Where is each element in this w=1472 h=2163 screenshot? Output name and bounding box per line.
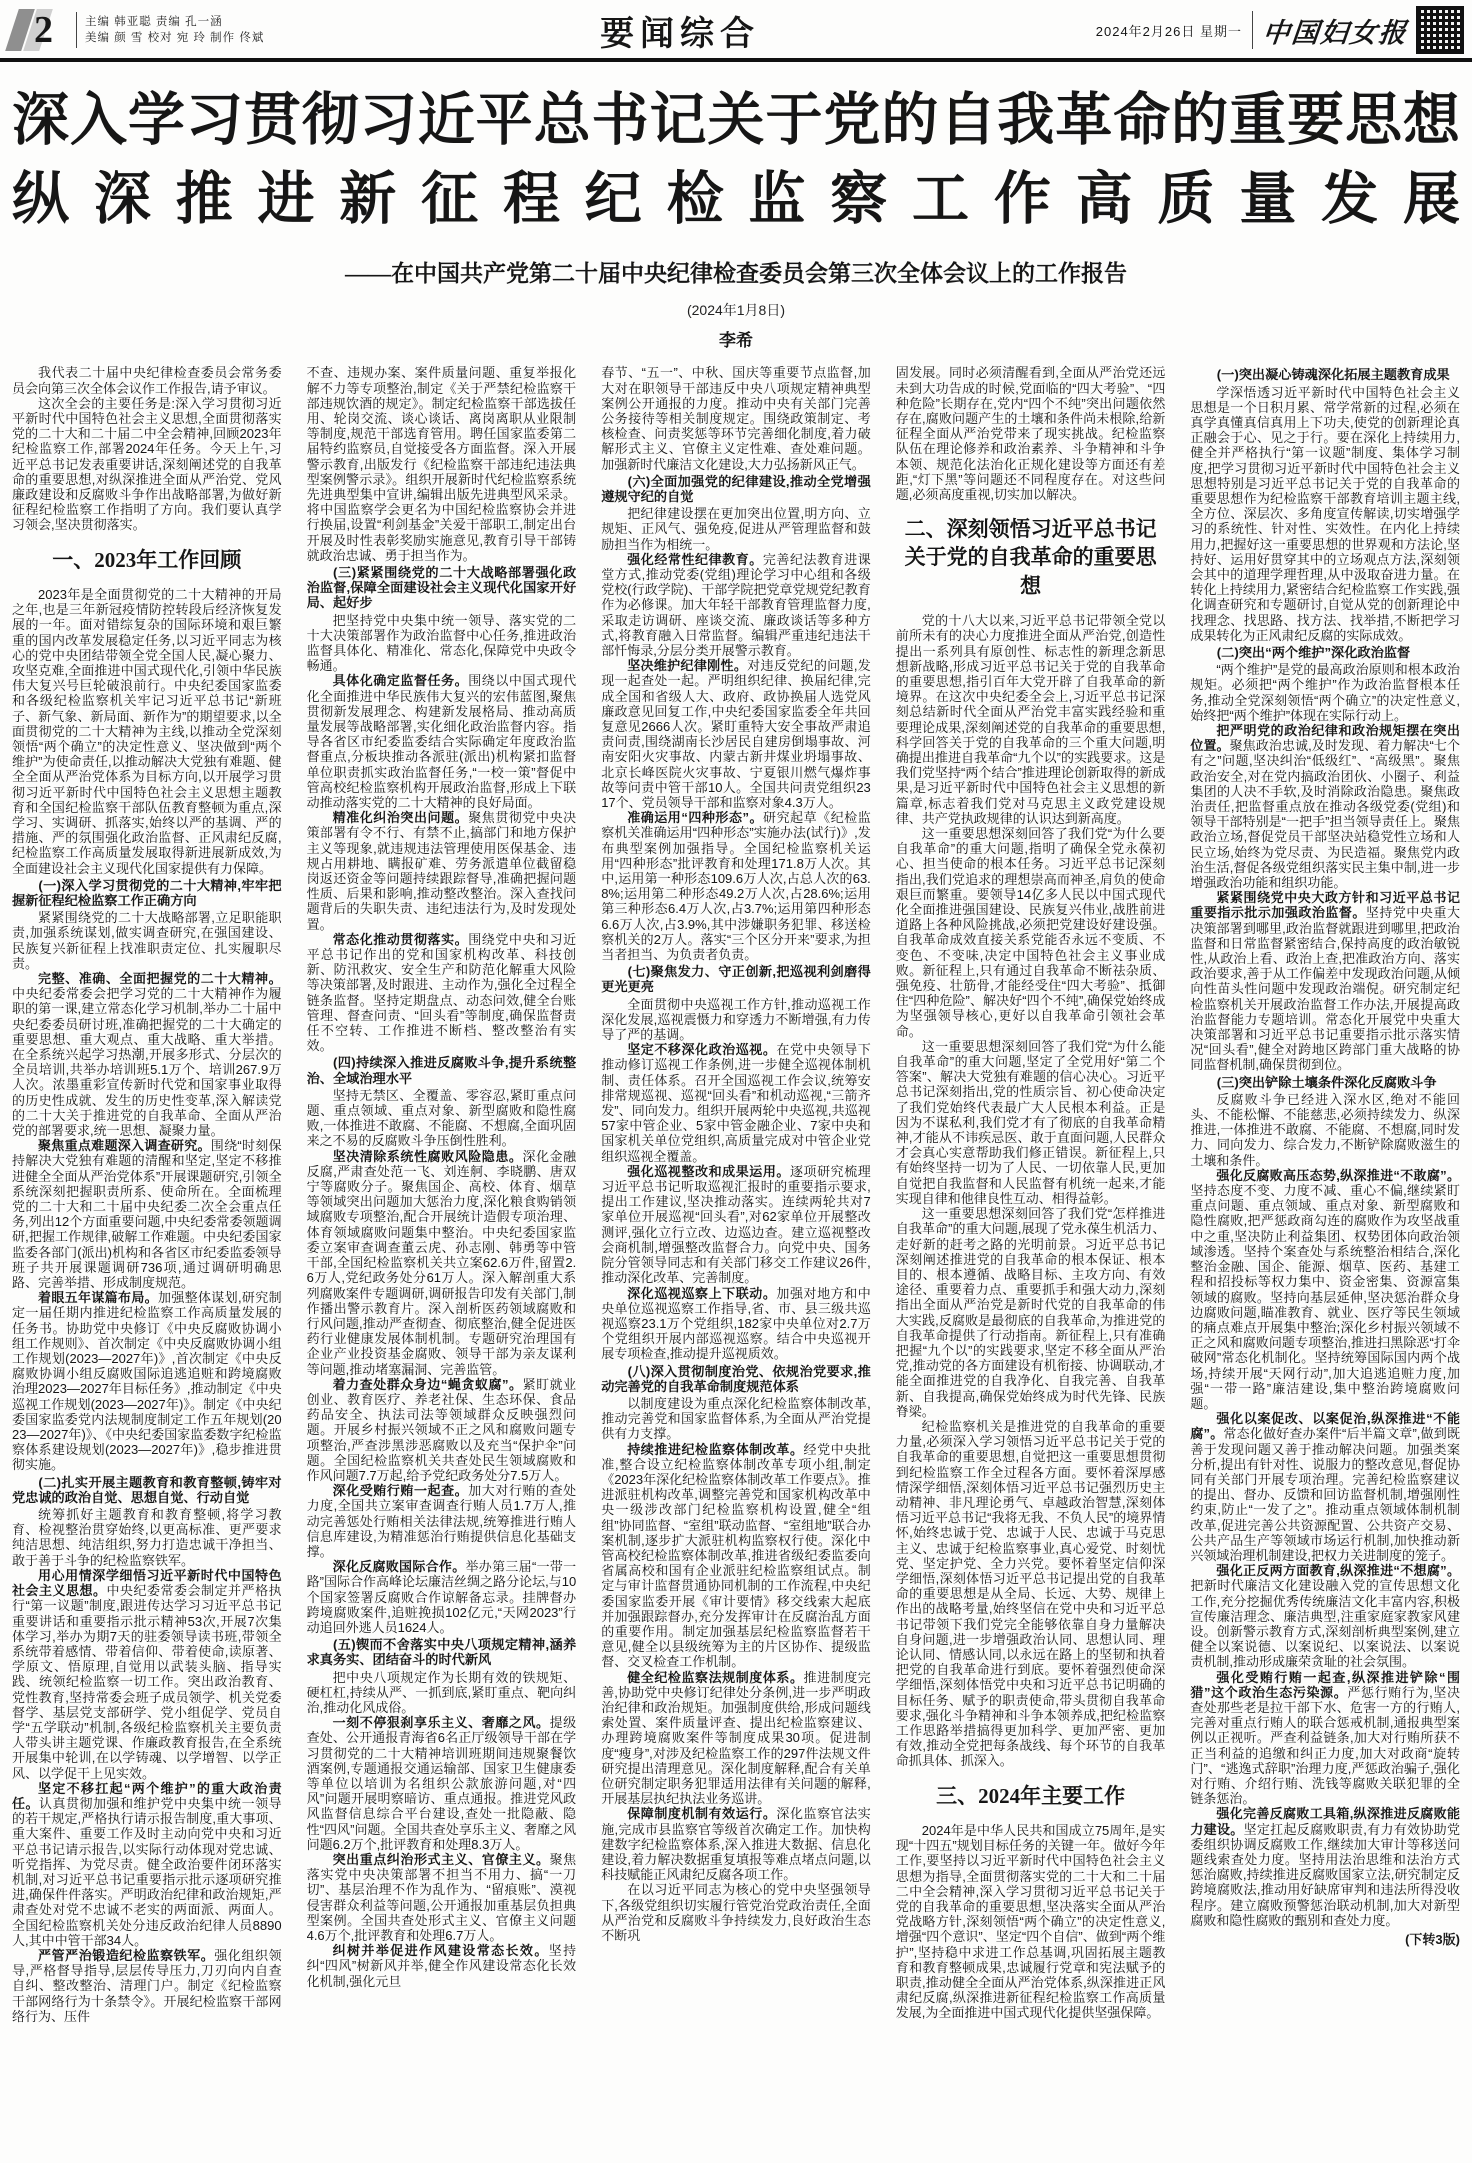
- paragraph: 突出重点纠治形式主义、官僚主义。聚焦落实党中央决策部署不担当不用力、搞“一刀切”、基层治理不作为乱作为、“留痕账”、漠视侵害群众利益等问题,公开通报加重基层负担典型案例。全国共查处形式主义、官僚主义问题4.6万个,批评教育和处理6.7万人。: [306, 1852, 577, 1944]
- paragraph: 学深悟透习近平新时代中国特色社会主义思想是一个日积月累、常学常新的过程,必须在真学真懂真信真用上下功夫,使党的创新理论真正融会于心、见之于行。要在深化上持续用力,健全并严格执行“第一议题”制度、集体学习制度,把学习贯彻习近平新时代中国特色社会主义思想特别是习近平总书记关于党的自我革命的重要思想作为纪检监察干部教育培训主题主线,全方位、深层次、多角度宣传解读,切实增强学习的系统性、针对性、实效性。在内化上持续用力,把握好这一重要思想的世界观和方法论,坚持好、运用好贯穿其中的立场观点方法,深刻领会其中的道理学理哲理,从中汲取奋进力量。在转化上持续用力,紧密结合纪检监察工作实践,强化调查研究和专题研讨,自觉从党的创新理论中找理念、找思路、找方法、找举措,不断把学习成果转化为正风肃纪反腐的实际成效。: [1190, 384, 1460, 643]
- paragraph: 把坚持党中央集中统一领导、落实党的二十大决策部署作为政治监督中心任务,推进政治监督具体化、精准化、常态化,保障党中央政令畅通。: [306, 612, 577, 674]
- subsection-heading: (七)聚焦发力、守正创新,把巡视利剑磨得更光更亮: [601, 964, 871, 995]
- qr-code-icon: [1418, 8, 1462, 52]
- subsection-heading: (三)紧紧围绕党的二十大战略部署强化政治监督,保障全面建设社会主义现代化国家开好局、起好步: [306, 564, 577, 611]
- paragraph: 深化巡视巡察上下联动。加强对地方和中央单位巡视巡察工作指导,省、市、县三级共巡视巡察23.1万个党组织,182家中央单位对2.7万个党组织开展内部巡视巡察。结合中央巡视开展专项检查,推动提升巡视质效。: [601, 1285, 871, 1362]
- paragraph: 深化受贿行贿一起查。加大对行贿的查处力度,全国共立案审查调查行贿人员1.7万人,推动完善惩处行贿相关法律法规,统筹推进行贿人信息库建设,为精准惩治行贿提供信息化基础支撑。: [306, 1483, 577, 1559]
- paragraph: 纪检监察机关是推进党的自我革命的重要力量,必须深入学习领悟习近平总书记关于党的自我革命的重要思想,自觉把这一重要思想贯彻到纪检监察工作全过程各方面。要怀着深厚感情深学细悟,深刻体悟习近平总书记强烈历史主动精神、非凡理论勇气、卓越政治智慧,深刻体悟习近平总书记“我将无我、不负人民”的境界情怀,始终忠诚于党、忠诚于人民、忠诚于马克思主义、忠诚于纪检监察事业,真心爱党、时刻忧党、坚定护党、全力兴党。要怀着坚定信仰深学细悟,深刻体悟习近平总书记提出党的自我革命的重要思想是从全局、长远、大势、规律上作出的战略考量,始终坚信在党中央和习近平总书记带领下我们党完全能够依靠自身力量解决自身问题,进一步增强政治认同、思想认同、理论认同、情感认同,以永远在路上的坚韧和执着把党的自我革命进行到底。要怀着强烈使命深学细悟,深刻体悟党中央和习近平总书记明确的目标任务、赋予的职责使命,带头贯彻自我革命要求,强化斗争精神和斗争本领养成,把纪检监察工作思路举措搞得更加科学、更加严密、更加有效,推动全党把每条战线、每个环节的自我革命抓具体、抓深入。: [895, 1418, 1166, 1769]
- headline-block: [0, 62, 1472, 351]
- paragraph: 反腐败斗争已经进入深水区,绝对不能回头、不能松懈、不能慈悲,必须持续发力、纵深推进,一体推进不敢腐、不能腐、不想腐,同时发力、同向发力、综合发力,不断铲除腐败滋生的土壤和条件。: [1190, 1091, 1460, 1168]
- headline-line2: 纵深推进新征程纪检监察工作高质量发展: [12, 167, 1460, 231]
- paragraph-lead: 强化经常性纪律教育。: [627, 551, 763, 567]
- paragraph: 纠树并举促进作风建设常态长效。坚持纠“四风”树新风并举,健全作风建设常态化长效化机制,强化元旦: [306, 1943, 577, 1989]
- headline-line1: 深入学习贯彻习近平总书记关于党的自我革命的重要思想: [12, 89, 1460, 152]
- paragraph-lead: 健全纪检监察法规制度体系。: [627, 1669, 804, 1685]
- paragraph: 完整、准确、全面把握党的二十大精神。中央纪委常委会把学习党的二十大精神作为履职的第一课,建立常态化学习机制,举办二十届中央纪委委员研讨班,准确把握党的二十大确定的重要思想、重大观点、重大战略、重大举措。在全系统兴起学习热潮,开展多形式、分层次的全员培训,共举办培训班5.1万个、培训267.9万人次。浓墨重彩宣传新时代党和国家事业取得的历史性成就、发生的历史性变革,深入解读党的二十大关于推进党的自我革命、全面从严治党的部署要求,统一思想、凝聚力量。: [12, 970, 282, 1138]
- column-3: [601, 365, 871, 2145]
- paragraph-lead: 深化巡视巡察上下联动。: [627, 1285, 777, 1301]
- paragraph: 坚定不移扛起“两个维护”的重大政治责任。认真贯彻加强和维护党中央集中统一领导的若干规定,严格执行请示报告制度,重大事项、重大案件、重要工作及时主动向党中央和习近平总书记请示报告,以实际行动体现对党忠诚、听党指挥、为党尽责。健全政治要件闭环落实机制,对习近平总书记重要指示批示逐项研究推进,确保件件落实。严明政治纪律和政治规矩,严肃查处对党不忠诚不老实的两面派、两面人。全国纪检监察机关处分违反政治纪律人员8890人,其中中管干部34人。: [12, 1780, 282, 1948]
- paragraph-lead: 用心用情深学细悟习近平新时代中国特色社会主义思想。: [12, 1567, 282, 1599]
- paragraph-lead: 常态化推动贯彻落实。: [332, 931, 469, 947]
- column-2: [307, 365, 577, 2145]
- paragraph: 全面贯彻中央巡视工作方针,推动巡视工作深化发展,巡视震慑力和穿透力不断增强,有力传导了严的基调。: [601, 996, 871, 1043]
- paragraph: 强化正反两方面教育,纵深推进“不想腐”。把新时代廉洁文化建设融入党的宣传思想文化工作,充分挖掘优秀传统廉洁文化丰富内容,积极宣传廉洁理念、廉洁典型,注重家庭家教家风建设。创新警示教育方式,深刻剖析典型案例,建立健全以案说德、以案说纪、以案说法、以案说责机制,推动形成廉荣贪耻的社会氛围。: [1190, 1563, 1460, 1670]
- paragraph-lead: 深化受贿行贿一起查。: [332, 1483, 469, 1499]
- paragraph-lead: 着眼五年谋篇布局。: [38, 1290, 158, 1306]
- column-4: [896, 365, 1166, 2145]
- paragraph: 强化以案促改、以案促治,纵深推进“不能腐”。常态化做好查办案件“后半篇文章”,做到既善于发现问题又善于推动解决问题。加强类案分析,提出有针对性、说服力的整改意见,督促协同有关部门开展专项治理。完善纪检监察建议的提出、督办、反馈和回访监督机制,增强刚性约束,防止“一发了之”。推动重点领域体制机制改革,促进完善公共资源配置、公共资产交易、公共产品生产等领域市场运行机制,加快推动新兴领域治理机制建设,把权力关进制度的笼子。: [1190, 1411, 1460, 1563]
- editors-block: [85, 14, 264, 46]
- paragraph-lead: 坚定不移深化政治巡视。: [627, 1042, 777, 1058]
- divider: [76, 12, 77, 48]
- paragraph-lead: 持续推进纪检监察体制改革。: [627, 1441, 804, 1457]
- paragraph: 精准化纠治突出问题。聚焦贯彻党中央决策部署有令不行、有禁不止,搞部门和地方保护主义等现象,就违规违法管理使用医保基金、违规占用耕地、瞒报矿难、劳务派遣单位截留稳岗返还资金等问题持续跟踪督导,准确把握问题性质、后果和影响,推动整改整治。深入查找问题背后的失职失责、违纪违法行为,及时发现处置。: [306, 810, 577, 932]
- paragraph: 保障制度机制有效运行。深化监察官法实施,完成市县监察官等级首次确定工作。加快构建数字纪检监察体系,深入推进大数据、信息化建设,着力解决数据重复填报等难点堵点问题,以科技赋能正风肃纪反腐各项工作。: [601, 1806, 871, 1883]
- paragraph-lead: 一刻不停狠刹享乐主义、奢靡之风。: [332, 1715, 550, 1731]
- editors-line2: 美编 颜 雪 校对 宛 玲 制作 佟斌: [85, 32, 265, 44]
- paragraph-lead: 强化反腐败高压态势,纵深推进“不敢腐”。: [1216, 1167, 1460, 1183]
- page-number-block: [10, 7, 68, 53]
- paragraph: 固发展。同时必须清醒看到,全面从严治党还远未到大功告成的时候,党面临的“四大考验”、“四种危险”长期存在,党内“四个不纯”突出问题依然存在,腐败问题产生的土壤和条件尚未根除,给新征程全面从严治党带来了现实挑战。纪检监察队伍在理论修养和政治素养、斗争精神和斗争本领、规范化法治化正规化建设等方面还有差距,“灯下黑”等问题还不同程度存在。对这些问题,必须高度重视,切实加以解决。: [895, 365, 1166, 502]
- paragraph-lead: 准确运用“四种形态”。: [627, 810, 764, 826]
- article-body: [0, 351, 1472, 2145]
- paragraph: 这一重要思想深刻回答了我们党“为什么能自我革命”的重大问题,坚定了全党用好“第二个答案”、解决大党独有难题的信心决心。习近平总书记深刻指出,党的性质宗旨、初心使命决定了我们党始终代表最广大人民根本利益。正是因为不谋私利,我们党才有了彻底的自我革命精神,才能从不讳疾忌医、敢于直面问题,人民群众才会真心实意帮助我们修正错误。新征程上,只有始终坚持一切为了人民、一切依靠人民,更加自觉把自我监督和人民监督有机统一起来,才能实现自律和他律良性互动、相得益彰。: [895, 1038, 1166, 1206]
- paragraph-lead: 聚焦重点难题深入调查研究。: [38, 1138, 211, 1154]
- subsection-heading: (八)深入贯彻制度治党、依规治党要求,推动完善党的自我革命制度规范体系: [601, 1363, 871, 1394]
- section-title: 要闻综合: [600, 15, 761, 53]
- paragraph-lead: 纠树并举促进作风建设常态长效。: [332, 1943, 549, 1959]
- paragraph: 一刻不停狠刹享乐主义、奢靡之风。提级查处、公开通报青海省6名正厅级领导干部在学习贯彻党的二十大精神培训班期间违规聚餐饮酒案例,专题通报交通运输部、国家卫生健康委等单位以培训为名组织公款旅游问题,对“四风”问题开展明察暗访、重点通报。推进党风政风监督信息综合平台建设,查处一批隐蔽、隐性“四风”问题。全国共查处享乐主义、奢靡之风问题6.2万个,批评教育和处理8.3万人。: [306, 1715, 577, 1852]
- section-heading: 二、深刻领悟习近平总书记关于党的自我革命的重要思想: [904, 517, 1157, 598]
- paragraph: 准确运用“四种形态”。研究起草《纪检监察机关准确运用“四种形态”实施办法(试行)》,发布典型案例加强指导。全国纪检监察机关运用“四种形态”批评教育和处理171.8万人次。其中,运用第一种形态109.6万人次,占总人次的63.8%;运用第二种形态49.2万人次,占28.6%;运用第三种形态6.4万人次,占3.7%;运用第四种形态6.6万人次,占3.9%,其中涉嫌职务犯罪、移送检察机关的2万人。落实“三个区分开来”要求,为担当者担当、为负责者负责。: [601, 810, 871, 963]
- subsection-heading: (六)全面加强党的纪律建设,推动全党增强遵规守纪的自觉: [601, 473, 871, 504]
- subsection-heading: (二)突出“两个维护”深化政治监督: [1216, 644, 1411, 660]
- paragraph: 把中央八项规定作为长期有效的铁规矩、硬杠杠,持续从严、一抓到底,紧盯重点、靶向纠治,推动化风成俗。: [306, 1669, 577, 1715]
- paragraph: 健全纪检监察法规制度体系。推进制度完善,协助党中央修订纪律处分条例,进一步严明政治纪律和政治规矩。加强制度供给,形成问题线索处置、案件质量评查、提出纪检监察建议、办理跨境腐败案件等制度成果30项。促进制度“瘦身”,对涉及纪检监察工作的297件法规文件研究提出清理意见。深化制度解释,配合有关单位研究制定职务犯罪适用法律有关问题的解释,开展基层执纪执法业务巡讲。: [601, 1669, 871, 1807]
- paragraph: 紧紧围绕党的二十大战略部署,立足职能职责,加强系统谋划,做实调查研究,在强国建设、民族复兴新征程上找准职责定位、扎实履职尽责。: [12, 910, 282, 971]
- paragraph-lead: 保障制度机制有效运行。: [627, 1806, 777, 1822]
- paragraph: 深化反腐败国际合作。举办第三届“一带一路”国际合作高峰论坛廉洁丝绸之路分论坛,与10个国家签署反腐败合作谅解备忘录。挂牌督办跨境腐败案件,追赃挽损102亿元,“天网2023”行动追回外逃人员1624人。: [306, 1559, 577, 1635]
- paragraph-lead: 强化正反两方面教育,纵深推进“不想腐”。: [1216, 1563, 1460, 1579]
- divider: [1252, 11, 1253, 49]
- paragraph-lead: 坚决维护纪律刚性。: [627, 658, 748, 674]
- report-date: (2024年1月8日): [686, 302, 786, 319]
- paragraph: 坚决维护纪律刚性。对违反党纪的问题,发现一起查处一起。严明组织纪律、换届纪律,完成全国和省级人大、政府、政协换届人选党风廉政意见回复工作,中央纪委国家监委全年共回复意见2666人次。紧盯重特大安全事故严肃追责问责,围绕湖南长沙居民自建房倒塌事故、河南安阳火灾事故、内蒙古新井煤业坍塌事故、北京长峰医院火灾事故、宁夏银川燃气爆炸事故等问责中管干部10人。全国共问责党组织2317个、党员领导干部和监察对象4.3万人。: [601, 658, 871, 810]
- paragraph: 着力查处群众身边“蝇贪蚁腐”。紧盯就业创业、教育医疗、养老社保、生态环保、食品药品安全、执法司法等领域群众反映强烈问题。开展乡村振兴领域不正之风和腐败问题专项整治,严查涉黑涉恶腐败以及充当“保护伞”问题。全国纪检监察机关共查处民生领域腐败和作风问题7.7万起,给予党纪政务处分7.5万人。: [306, 1376, 577, 1483]
- subsection-heading: (一)深入学习贯彻党的二十大精神,牢牢把握新征程纪检监察工作正确方向: [12, 877, 282, 908]
- paragraph: 春节、“五一”、中秋、国庆等重要节点监督,加大对在职领导干部违反中央八项规定精神典型案例公开通报的力度。推动中央有关部门完善公务接待等相关制度规定。围绕政策制定、考核检查、问责奖惩等环节完善细化制度,着力破解形式主义、官僚主义定性难、查处难问题。加强新时代廉洁文化建设,大力弘扬新风正气。: [601, 365, 871, 472]
- paragraph: 把严明党的政治纪律和政治规矩摆在突出位置。聚焦政治忠诚,及时发现、着力解决“七个有之”问题,坚决纠治“低级红”、“高级黑”。聚焦政治安全,对在党内搞政治团伙、小圈子、利益集团的人决不手软,及时消除政治隐患。聚焦政治责任,把监督重点放在推动各级党委(党组)和领导干部特别是“一把手”担当领导责任上。聚焦政治立场,督促党员干部坚决站稳党性立场和人民立场,始终为党尽责、为民造福。聚焦党内政治生活,督促各级党组织落实民主集中制,进一步增强政治功能和组织功能。: [1190, 722, 1460, 891]
- paragraph: 强化反腐败高压态势,纵深推进“不敢腐”。坚持态度不变、力度不减、重心不偏,继续紧盯重点问题、重点领域、重点对象、新型腐败和隐性腐败,把严惩政商勾连的腐败作为攻坚战重中之重,坚决防止利益集团、权势团体向政治领域渗透。坚持个案查处与系统整治相结合,深化整治金融、国企、能源、烟草、医药、基建工程和招投标等权力集中、资金密集、资源富集领域的腐败。坚持向基层延伸,坚决惩治群众身边腐败问题,瞄准教育、就业、医疗等民生领域的痛点难点开展集中整治;深化乡村振兴领域不正之风和腐败问题专项整治,推进扫黑除恶“打伞破网”常态化机制化。坚持统筹国际国内两个战场,持续开展“天网行动”,加大追逃追赃力度,加强“一带一路”廉洁建设,集中整治跨境腐败问题。: [1190, 1167, 1460, 1411]
- paragraph: 这一重要思想深刻回答了我们党“怎样推进自我革命”的重大问题,展现了党永葆生机活力、走好新的赶考之路的光明前景。习近平总书记深刻阐述推进党的自我革命的根本保证、根本目的、根本遵循、战略目标、主攻方向、有效途径、重要着力点、重要抓手和强大动力,深刻指出全面从严治党是新时代党的自我革命的伟大实践,反腐败是最彻底的自我革命,为推进党的自我革命提供了行动指南。新征程上,只有准确把握“九个以”的实践要求,坚定不移全面从严治党,推动党的各方面建设有机衔接、协调联动,才能全面推进党的自我净化、自我完善、自我革新、自我提高,确保党始终成为时代先锋、民族脊梁。: [895, 1206, 1166, 1419]
- subsection-heading: (四)持续深入推进反腐败斗争,提升系统整治、全域治理水平: [306, 1055, 577, 1086]
- paragraph-lead: 具体化确定监督任务。: [332, 673, 469, 689]
- paragraph: “两个维护”是党的最高政治原则和根本政治规矩。必须把“两个维护”作为政治监督根本任务,推动全党深刻领悟“两个确立”的决定性意义,始终把“两个维护”体现在实际行动上。: [1190, 662, 1460, 723]
- paragraph: 以制度建设为重点深化纪检监察体制改革,推动完善党和国家监督体系,为全面从严治党提供有力支撑。: [601, 1395, 871, 1442]
- paragraph: 强化巡视整改和成果运用。逐项研究梳理习近平总书记听取巡视汇报时的重要指示要求,提出工作建议,坚决推动落实。连续两轮共对7家单位开展巡视“回头看”,对62家单位开展整改测评,强化立行立改、边巡边查。建立巡视整改会商机制,增强整改监督合力。向党中央、国务院分管领导同志和有关部门移交工作建议26件,推动深化改革、完善制度。: [601, 1163, 871, 1286]
- paragraph: 常态化推动贯彻落实。围绕党中央和习近平总书记作出的党和国家机构改革、科技创新、防汛救灾、安全生产和防范化解重大风险等决策部署,及时跟进、主动作为,强化全过程全链条监督。坚持定期盘点、动态问效,健全台账管理、督查问责、“回头看”等制度,确保监督责任不空转、工作推进不断档、整改整治有实效。: [306, 931, 577, 1054]
- paragraph: 我代表二十届中央纪律检查委员会常务委员会向第三次全体会议作工作报告,请予审议。: [12, 365, 282, 396]
- paragraph-lead: 精准化纠治突出问题。: [332, 810, 469, 826]
- subsection-heading: (二)扎实开展主题教育和教育整顿,铸牢对党忠诚的政治自觉、思想自觉、行动自觉: [12, 1474, 282, 1505]
- paragraph-lead: 紧紧围绕党中央大政方针和习近平总书记重要指示批示加强政治监督。: [1190, 890, 1460, 921]
- paragraph-lead: 坚决清除系统性腐败风险隐患。: [332, 1148, 523, 1164]
- column-1: [12, 365, 282, 2145]
- paragraph: 把纪律建设摆在更加突出位置,明方向、立规矩、正风气、强免疫,促进从严管理监督和鼓励担当作为相统一。: [601, 506, 871, 552]
- paragraph-lead: 深化反腐败国际合作。: [332, 1559, 466, 1575]
- section-heading: 一、2023年工作回顾: [52, 547, 242, 572]
- headline-subtitle: ——在中国共产党第二十届中央纪律检查委员会第三次全体会议上的工作报告: [345, 261, 1127, 287]
- subsection-heading: (三)突出铲除土壤条件深化反腐败斗争: [1216, 1074, 1437, 1090]
- paragraph: 2023年是全面贯彻党的二十大精神的开局之年,也是三年新冠疫情防控转段后经济恢复发展的一年。面对错综复杂的国际环境和艰巨繁重的国内改革发展稳定任务,以习近平同志为核心的党中央团结带领全党全国人民,凝心聚力、攻坚克难,全面推进中国式现代化,引领中华民族伟大复兴号巨轮破浪前行。中央纪委国家监委和各级纪检监察机关牢记习近平总书记“新班子、新气象、新局面、新作为”的期望要求,以全面贯彻党的二十大精神为主线,以推动全党深刻领悟“两个确立”的决定性意义、坚决做到“两个维护”为使命责任,以推动解决大党独有难题、健全全面从严治党体系为目标方向,以开展学习贯彻习近平新时代中国特色社会主义思想主题教育和全国纪检监察干部队伍教育整顿为重点,深学习、实调研、抓落实,始终以严的基调、严的措施、严的氛围强化政治监督、正风肃纪反腐,纪检监察工作高质量发展取得新进展新成效,为全面建设社会主义现代化国家提供有力保障。: [12, 586, 282, 876]
- paragraph: 强化经常性纪律教育。完善纪法教育进课堂方式,推动党委(党组)理论学习中心组和各级党校(行政学院)、干部学院把党章党规党纪教育作为必修课。加大年轻干部教育管理监督力度,采取走访调研、座谈交流、廉政谈话等多种方式,将教育融入日常监督。编辑严重违纪违法干部忏悔录,分层分类开展警示教育。: [601, 551, 871, 658]
- masthead: [0, 0, 1472, 56]
- page-number: 2: [34, 9, 53, 51]
- editors-line1: 主编 韩亚聪 责编 孔一涵: [85, 16, 223, 28]
- paragraph: 紧紧围绕党中央大政方针和习近平总书记重要指示批示加强政治监督。坚持党中央重大决策部署到哪里,政治监督就跟进到哪里,把政治监督和日常监督紧密结合,保持高度的政治敏锐性,从政治上看、政治上查,把准政治方向、落实政治要求,善于从工作偏差中发现政治问题,从倾向性苗头性问题中发现政治端倪。研究制定纪检监察机关开展政治监督工作办法,开展提高政治监督能力专题培训。常态化开展党中央重大决策部署和习近平总书记重要指示批示落实情况“回头看”,健全对跨地区跨部门重大战略的协同监督机制,确保贯彻到位。: [1190, 890, 1460, 1073]
- paragraph-lead: 着力查处群众身边“蝇贪蚁腐”。: [332, 1376, 523, 1392]
- paragraph: 这一重要思想深刻回答了我们党“为什么要自我革命”的重大问题,指明了确保全党永葆初心、担当使命的根本任务。习近平总书记深刻指出,我们党追求的理想崇高而神圣,肩负的使命艰巨而繁重。要领导14亿多人民以中国式现代化全面推进强国建设、民族复兴伟业,战胜前进道路上各种风险挑战,必须把党建设好建设强。自我革命成效直接关系党能否永远不变质、不变色、不变味,决定中国特色社会主义事业成败。新征程上,只有通过自我革命不断祛杂质、强免疫、壮筋骨,才能经受住“四大考验”、抵御住“四种危险”、解决好“四个不纯”,确保党始终成为坚强领导核心,更好以自我革命引领社会革命。: [895, 826, 1166, 1039]
- subsection-heading: (一)突出凝心铸魂深化拓展主题教育成果: [1216, 367, 1450, 383]
- paragraph: 具体化确定监督任务。围绕以中国式现代化全面推进中华民族伟大复兴的宏伟蓝图,聚焦贯彻新发展理念、构建新发展格局、推动高质量发展等战略部署,实化细化政治监督内容。指导各省区市纪委监委结合实际确定年度政治监督重点,分板块推动各派驻(派出)机构紧扣监督单位职责抓实政治监督任务,“一校一策”督促中管高校纪检监察机构开展政治监督,形成上下联动推动落实党的二十大精神的良好局面。: [306, 673, 577, 810]
- section-heading: 三、2024年主要工作: [936, 1783, 1126, 1808]
- paragraph-lead: 强化巡视整改和成果运用。: [627, 1163, 790, 1179]
- paragraph-lead: 完整、准确、全面把握党的二十大精神。: [38, 970, 282, 986]
- paragraph: 这次全会的主要任务是:深入学习贯彻习近平新时代中国特色社会主义思想,全面贯彻落实党的二十大和二十届二中全会精神,回顾2023年纪检监察工作,部署2024年任务。今天上午,习近平总书记发表重要讲话,深刻阐述党的自我革命的重要思想,对纵深推进全面从严治党、党风廉政建设和反腐败斗争作出战略部署,为做好新征程纪检监察工作指明了方向。我们要认真学习领会,坚决贯彻落实。: [12, 395, 282, 533]
- newspaper-logo: 中国妇女报: [1261, 17, 1410, 49]
- paragraph: 严管严治锻造纪检监察铁军。强化组织领导,严格督导指导,层层传导压力,刀刃向内自查自纠、整改整治、清理门户。制定《纪检监察干部网络行为十条禁令》。开展纪检监察干部网络行为、压件: [12, 1947, 282, 2024]
- paragraph: 坚定不移深化政治巡视。在党中央领导下推动修订巡视工作条例,进一步健全巡视体制机制、责任体系。召开全国巡视工作会议,统筹安排常规巡视、巡视“回头看”和机动巡视,“三箭齐发”、同向发力。组织开展两轮中央巡视,共巡视57家中管企业、5家中管金融企业、7家中央和国家机关单位党组织,高质量完成对中管企业党组织巡视全覆盖。: [601, 1042, 871, 1164]
- author-name: 李希: [719, 331, 753, 351]
- paragraph: 强化完善反腐败工具箱,纵深推进反腐败能力建设。坚定扛起反腐败职责,有力有效协助党委组织协调反腐败工作,继续加大审计等移送问题线索查处力度。坚持用法治思维和法治方式惩治腐败,持续推进反腐败国家立法,研究制定反跨境腐败法,推动用好缺席审判和违法所得没收程序。建立腐败预警惩治联动机制,加大对新型腐败和隐性腐败的甄别和查处力度。: [1190, 1806, 1460, 1928]
- paragraph: 聚焦重点难题深入调查研究。围绕“时刻保持解决大党独有难题的清醒和坚定,坚定不移推进健全全面从严治党体系”开展课题研究,引领全系统深刻把握职责所系、使命所在。全面梳理党的二十大和二十届中央纪委二次全会重点任务,列出12个方面重要问题,中央纪委常委领题调研,把握工作规律,破解工作难题。中央纪委国家监委各部门(派出)机构和各省区市纪委监委领导班子共开展课题调研736项,通过调研明确思路、完善举措、形成制度规范。: [12, 1138, 282, 1291]
- column-5: [1190, 365, 1460, 2145]
- paragraph: 用心用情深学细悟习近平新时代中国特色社会主义思想。中央纪委常委会制定并严格执行“第一议题”制度,跟进传达学习习近平总书记重要讲话和重要指示批示精神53次,开展7次集体学习,举办为期7天的驻委领导读书班,带领全系统带着感情、带着信仰、带着使命,读原著、学原文、悟原理,自觉用以武装头脑、指导实践、统领纪检监察一切工作。突出政治教育、党性教育,坚持常委会班子成员领学、机关党委督学、基层党支部研学、党小组促学、党员自学“五学联动”机制,各级纪检监察机关主要负责人带头讲主题党课、作廉政教育报告,在全系统开展集中轮训,在以学铸魂、以学增智、以学正风、以学促干上见实效。: [12, 1567, 282, 1781]
- paragraph: 坚持无禁区、全覆盖、零容忍,紧盯重点问题、重点领域、重点对象、新型腐败和隐性腐败,一体推进不敢腐、不能腐、不想腐,全面巩固来之不易的反腐败斗争压倒性胜利。: [306, 1087, 577, 1149]
- paragraph: 着眼五年谋篇布局。加强整体谋划,研究制定一届任期内推进纪检监察工作高质量发展的任务书。协助党中央修订《中央反腐败协调小组工作规则》、首次制定《中央反腐败协调小组工作规划(2023—2027年)》,首次制定《中央反腐败协调小组反腐败国际追逃追赃和跨境腐败治理2023—2027年目标任务》,推动制定《中央巡视工作规划(2023—2027年)》。制定《中央纪委国家监委党内法规制度制定工作五年规划(2023—2027年)》、《中央纪委国家监委数字纪检监察体系建设规划(2023—2027年)》,稳步推进贯彻实施。: [12, 1290, 282, 1473]
- paragraph-lead: 强化完善反腐败工具箱,纵深推进反腐败能力建设。: [1190, 1806, 1460, 1837]
- paragraph: 持续推进纪检监察体制改革。经党中央批准,整合设立纪检监察体制改革专项小组,制定《2023年深化纪检监察体制改革工作要点》。推进派驻机构改革,调整完善党和国家机构改革中央一级涉改部门纪检监察机构设置,健全“组组”协同监督、“室组”联动监督、“室组地”联合办案机制,逐步扩大派驻机构监察权行使。深化中管高校纪检监察体制改革,推进省级纪委监委向省属高校和国有企业派驻纪检监察组试点。制定与审计监督贯通协同机制的工作流程,中央纪委国家监委开展《审计要情》移交线索大起底并加强跟踪督办,充分发挥审计在反腐治乱方面的重要作用。制定加强基层纪检监察监督若干意见,健全以县级统筹为主的片区协作、提级监督、交叉检查工作机制。: [601, 1441, 871, 1670]
- paragraph-lead: 把严明党的政治纪律和政治规矩摆在突出位置。: [1190, 722, 1460, 754]
- paragraph: 强化受贿行贿一起查,纵深推进铲除“围猎”这个政治生态污染源。严惩行贿行为,坚决查处那些老是拉干部下水、危害一方的行贿人,完善对重点行贿人的联合惩戒机制,通报典型案例以正视听。严查利益链条,加大对行贿所获不正当利益的追缴和纠正力度,加大对政商“旋转门”、“逃逸式辞职”治理力度,严惩政治骗子,强化对行贿、介绍行贿、洗钱等腐败关联犯罪的全链条惩治。: [1190, 1669, 1460, 1807]
- paragraph-lead: 严管严治锻造纪检监察铁军。: [38, 1947, 215, 1963]
- paragraph: 2024年是中华人民共和国成立75周年,是实现“十四五”规划目标任务的关键一年。做好今年工作,要坚持以习近平新时代中国特色社会主义思想为指导,全面贯彻落实党的二十大和二十届二中全会精神,深入学习贯彻习近平总书记关于党的自我革命的重要思想,坚决落实全面从严治党战略方针,深刻领悟“两个确立”的决定性意义,增强“四个意识”、坚定“四个自信”、做到“两个维护”,坚持稳中求进工作总基调,巩固拓展主题教育和教育整顿成果,忠诚履行党章和宪法赋予的职责,推动健全全面从严治党体系,纵深推进正风肃纪反腐,纵深推进新征程纪检监察工作高质量发展,为全面推进中国式现代化提供坚强保障。: [895, 1822, 1166, 2021]
- subsection-heading: (五)锲而不舍落实中央八项规定精神,涵养求真务实、团结奋斗的时代新风: [306, 1637, 577, 1668]
- paragraph: 坚决清除系统性腐败风险隐患。深化金融反腐,严肃查处范一飞、刘连舸、李晓鹏、唐双宁等腐败分子。聚焦国企、高校、体育、烟草等领域突出问题加大惩治力度,深化粮食购销领域腐败专项整治,配合开展统计造假专项治理、体育领域腐败问题集中整治。中央纪委国家监委立案审查调查董云虎、孙志刚、韩勇等中管干部,全国纪检监察机关共立案62.6万件,留置2.6万人,党纪政务处分61万人。深入解剖重大系列腐败案件专题调研,调研报告印发有关部门,制作播出警示教育片。深入剖析医药领域腐败和行风问题,推动严查彻查、彻底整治,健全促进医药行业健康发展体制机制。专题研究治理国有企业产业投资基金腐败、领导干部为亲友谋利等问题,推动堵塞漏洞、完善监管。: [306, 1148, 577, 1377]
- paragraph-lead: 强化以案促改、以案促治,纵深推进“不能腐”。: [1190, 1411, 1460, 1442]
- paragraph-lead: 坚定不移扛起“两个维护”的重大政治责任。: [12, 1780, 282, 1811]
- paragraph-lead: 突出重点纠治形式主义、官僚主义。: [332, 1852, 550, 1868]
- continuation-note: (下转3版): [1405, 1932, 1460, 1948]
- paragraph: 在以习近平同志为核心的党中央坚强领导下,各级党组织切实履行管党治党政治责任,全面从严治党和反腐败斗争持续发力,良好政治生态不断巩: [601, 1882, 871, 1944]
- paragraph: 统筹抓好主题教育和教育整顿,将学习教育、检视整治贯穿始终,以更高标准、更严要求纯洁思想、纯洁组织,努力打造忠诚干净担当、敢于善于斗争的纪检监察铁军。: [12, 1507, 282, 1568]
- masthead-right: [1096, 8, 1462, 52]
- issue-date: 2024年2月26日 星期一: [1095, 23, 1242, 39]
- paragraph: 党的十八大以来,习近平总书记带领全党以前所未有的决心力度推进全面从严治党,创造性提出一系列具有原创性、标志性的新理念新思想新战略,形成习近平总书记关于党的自我革命的重要思想,指引百年大党开辟了自我革命的新境界。在这次中央纪委全会上,习近平总书记深刻总结新时代全面从严治党丰富实践经验和重要理论成果,深刻阐述党的自我革命的重要思想,科学回答关于党的自我革命的三个重大问题,明确提出推进自我革命“九个以”的实践要求。这是我们党坚持“两个结合”推进理论创新取得的新成果,是习近平新时代中国特色社会主义思想的新篇章,标志着我们党对马克思主义政党建设规律、共产党执政规律的认识达到新高度。: [895, 613, 1166, 826]
- paragraph-lead: 强化受贿行贿一起查,纵深推进铲除“围猎”这个政治生态污染源。: [1190, 1669, 1460, 1700]
- paragraph: 不查、违规办案、案件质量问题、重复举报化解不力等专项整治,制定《关于严禁纪检监察干部违规饮酒的规定》。制定纪检监察干部选拔任用、轮岗交流、谈心谈话、离岗离职从业限制等制度,规范干部选育管用。聘任国家监委第二届特约监察员,自觉接受各方面监督。深入开展警示教育,出版发行《纪检监察干部违纪违法典型案例警示录》。组织开展新时代纪检监察系统先进典型集中宣讲,编辑出版先进典型风采录。将中国监察学会更名为中国纪检监察协会并进行换届,设置“利剑基金”关爱干部职工,制定出台开展及时性表彰奖励实施意见,教育引导干部铸就政治忠诚、勇于担当作为。: [306, 365, 577, 563]
